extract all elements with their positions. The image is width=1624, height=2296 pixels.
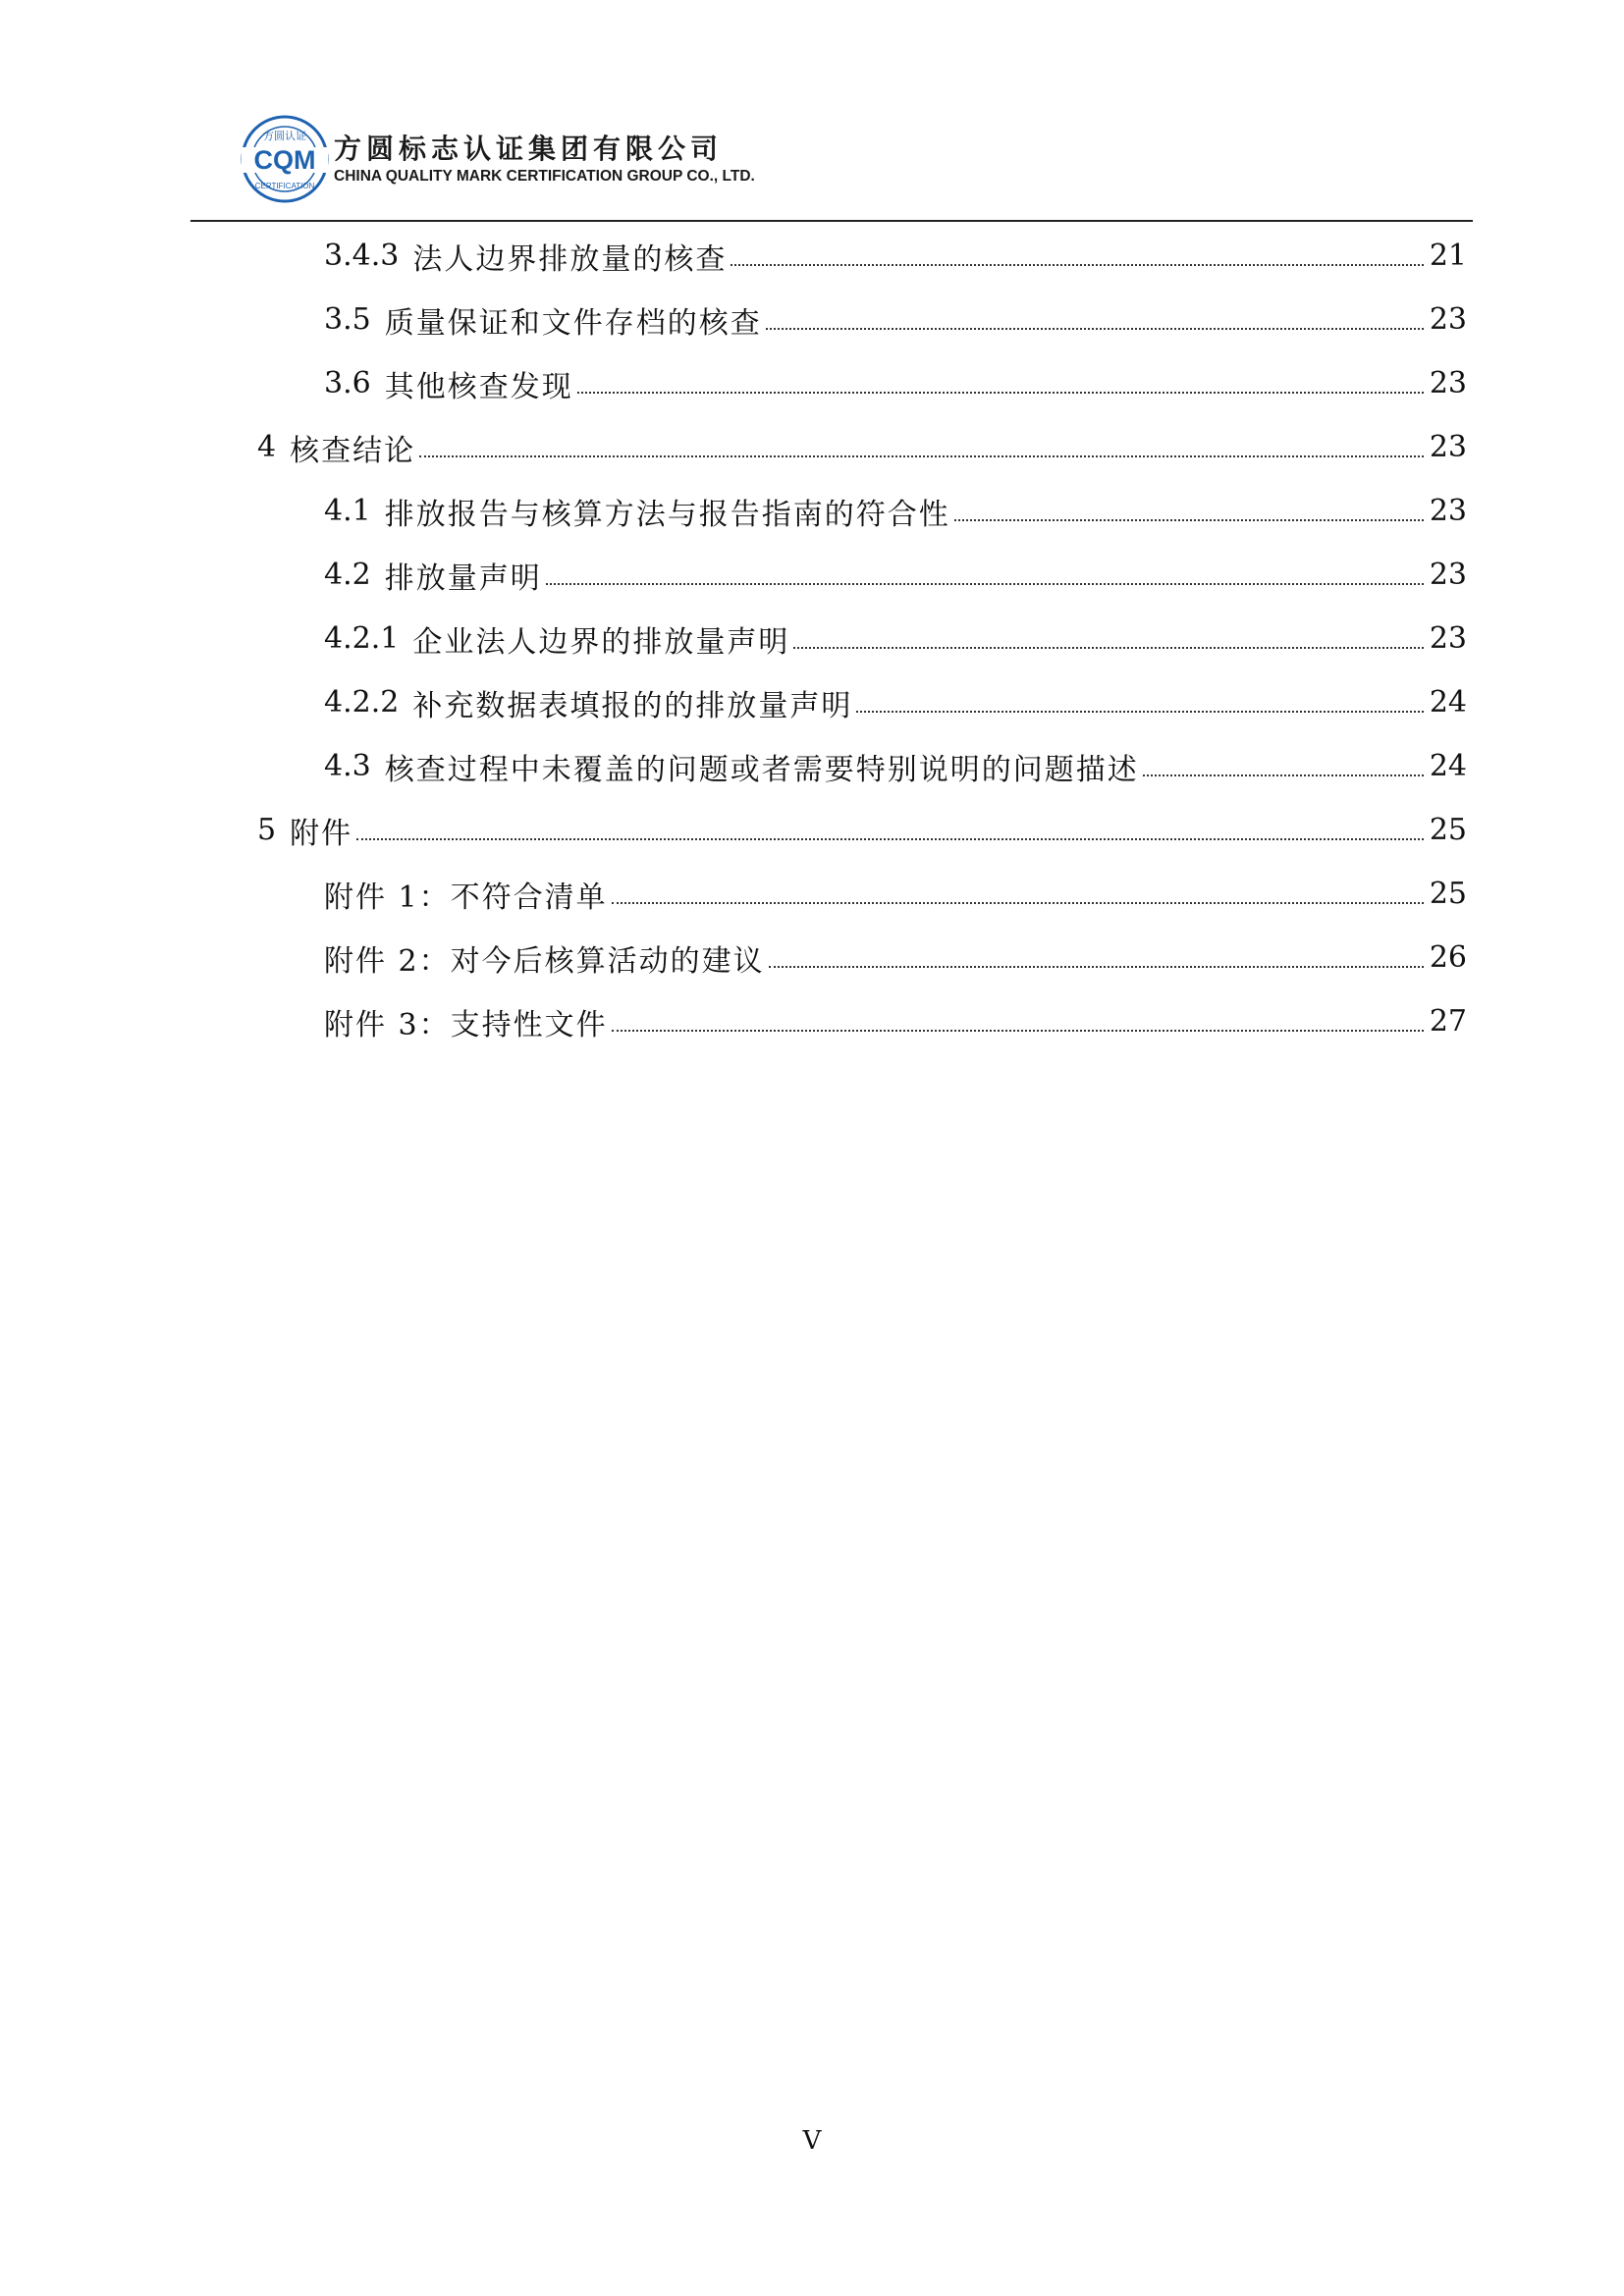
toc-entry-page: 26: [1429, 940, 1467, 975]
toc-entry-title: 其他核查发现: [384, 369, 573, 404]
toc-entry-title: 企业法人边界的排放量声明: [412, 624, 790, 660]
toc-entry-number: 4.3: [324, 749, 371, 783]
toc-dot-leader: [546, 583, 1424, 585]
toc-entry-page: 23: [1429, 558, 1467, 592]
toc-entry-number: 3.4.3: [324, 239, 400, 273]
toc-entry-number: 5: [257, 813, 277, 847]
toc-entry-page: 23: [1429, 494, 1467, 528]
toc-entry[interactable]: [257, 862, 1467, 926]
toc-entry-title: 法人边界排放量的核查: [412, 241, 728, 277]
toc-entry-title: 核查结论: [290, 433, 416, 468]
toc-entry[interactable]: [257, 224, 1467, 288]
toc-entry-number: 4: [257, 430, 277, 464]
toc-entry-page: 25: [1429, 877, 1467, 911]
company-name-en: CHINA QUALITY MARK CERTIFICATION GROUP CO., LTD.: [334, 168, 755, 185]
toc-dot-leader: [1143, 774, 1424, 776]
toc-entry-title: 补充数据表填报的的排放量声明: [412, 688, 853, 723]
toc-entry-page: 21: [1429, 239, 1467, 273]
toc-entry-title: 质量保证和文件存档的核查: [384, 305, 762, 341]
page-header: [240, 114, 848, 202]
toc-entry-title: 附件 1：不符合清单: [324, 880, 608, 915]
page-number: V: [802, 2126, 822, 2156]
toc-entry[interactable]: [257, 351, 1467, 415]
toc-entry-title: 附件 3：支持性文件: [324, 1007, 608, 1042]
toc-entry[interactable]: [257, 670, 1467, 734]
toc-entry[interactable]: [257, 288, 1467, 351]
toc-dot-leader: [954, 519, 1424, 521]
toc-dot-leader: [769, 966, 1424, 968]
toc-dot-leader: [766, 328, 1424, 330]
toc-entry[interactable]: [257, 543, 1467, 607]
toc-entry-title: 核查过程中未覆盖的问题或者需要特别说明的问题描述: [384, 752, 1139, 787]
toc-dot-leader: [419, 455, 1424, 457]
toc-entry[interactable]: [257, 989, 1467, 1053]
toc-dot-leader: [356, 838, 1424, 840]
company-name-cn: 方圆标志认证集团有限公司: [334, 133, 724, 165]
header-divider: [190, 220, 1473, 222]
toc-entry-page: 25: [1429, 813, 1467, 847]
svg-text:CQM: CQM: [253, 145, 316, 175]
toc-entry[interactable]: [257, 734, 1467, 798]
toc-dot-leader: [793, 647, 1424, 649]
toc-entry-number: 3.6: [324, 366, 371, 400]
toc-entry[interactable]: [257, 479, 1467, 543]
toc-dot-leader: [731, 264, 1424, 266]
toc-entry-page: 27: [1429, 1004, 1467, 1039]
toc-entry[interactable]: [257, 798, 1467, 862]
toc-dot-leader: [612, 1030, 1424, 1032]
svg-text:方圆认证: 方圆认证: [263, 130, 306, 142]
toc-entry[interactable]: [257, 415, 1467, 479]
toc-entry-title: 排放报告与核算方法与报告指南的符合性: [384, 497, 950, 532]
toc-entry-page: 23: [1429, 621, 1467, 656]
toc-entry-page: 23: [1429, 430, 1467, 464]
toc-dot-leader: [612, 902, 1424, 904]
toc-entry-number: 3.5: [324, 302, 371, 337]
toc-entry-number: 4.2.1: [324, 621, 400, 656]
toc-entry-page: 24: [1429, 685, 1467, 720]
toc-entry-number: 4.1: [324, 494, 371, 528]
toc-entry-number: 4.2: [324, 558, 371, 592]
toc-dot-leader: [856, 711, 1424, 713]
toc-entry-page: 24: [1429, 749, 1467, 783]
toc-entry-page: 23: [1429, 366, 1467, 400]
cqm-logo-icon: [240, 114, 330, 204]
toc-entry-page: 23: [1429, 302, 1467, 337]
table-of-contents: [257, 224, 1467, 1053]
toc-entry[interactable]: [257, 926, 1467, 989]
toc-entry-number: 4.2.2: [324, 685, 400, 720]
toc-entry[interactable]: [257, 607, 1467, 670]
toc-entry-title: 附件 2：对今后核算活动的建议: [324, 943, 765, 979]
svg-text:CERTIFICATION: CERTIFICATION: [254, 182, 315, 190]
toc-entry-title: 附件: [290, 816, 353, 851]
toc-entry-title: 排放量声明: [384, 561, 542, 596]
toc-dot-leader: [577, 392, 1424, 394]
